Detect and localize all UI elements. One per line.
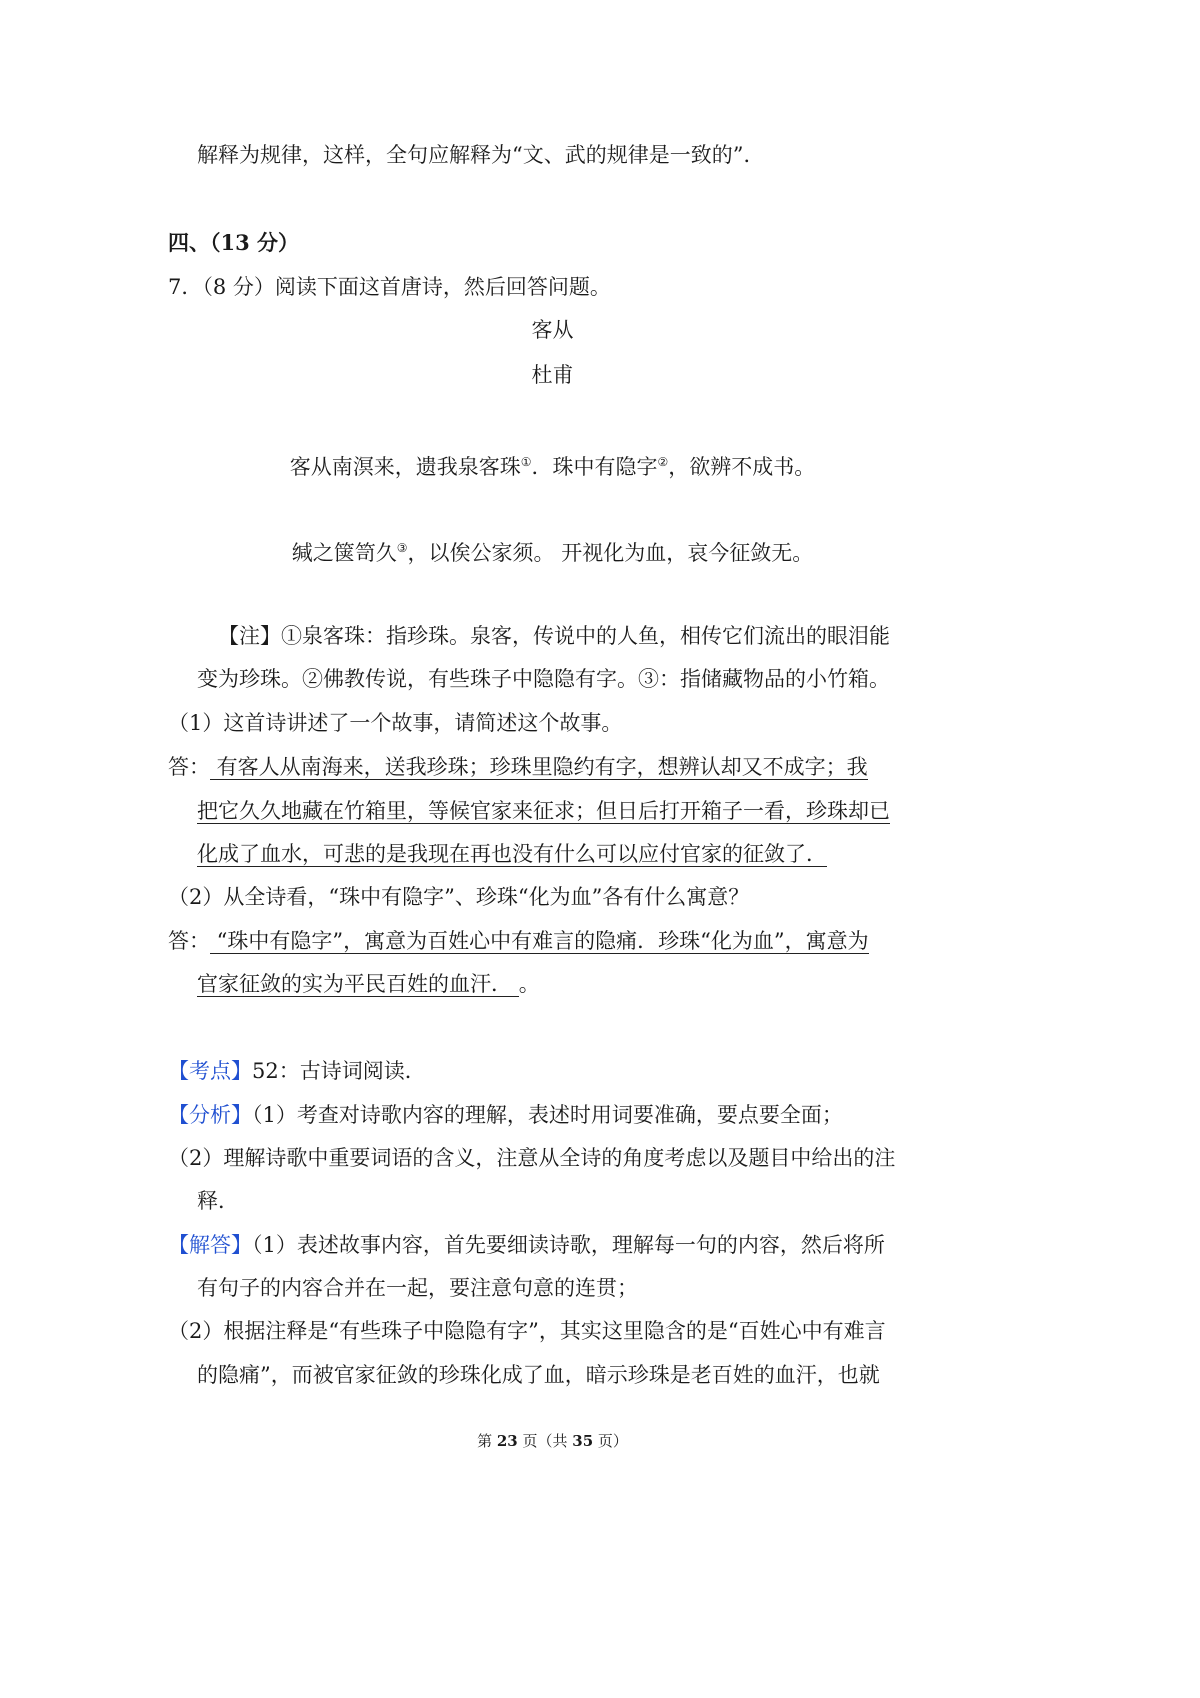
jieda-text: （1）表述故事内容，首先要细读诗歌，理解每一句的内容，然后将所 — [252, 1233, 885, 1257]
sub-question-2: （2）从全诗看，“珠中有隐字”、珍珠“化为血”各有什么寓意？ — [168, 885, 750, 909]
footnote-mark: ③ — [396, 541, 408, 555]
footnote-mark: ② — [657, 455, 669, 469]
note-line: 变为珍珠。②佛教传说，有些珠子中隐隐有字。③：指储藏物品的小竹箱。 — [197, 667, 890, 691]
jieda-tag: 【解答】 — [168, 1233, 252, 1257]
answer-prefix: 答： — [168, 929, 210, 953]
fenxi-tag: 【分析】 — [168, 1103, 252, 1127]
poem-text: 缄之箧笥久 — [291, 541, 397, 565]
poem-line-1 — [0, 447, 1105, 482]
page-footer — [0, 1430, 1105, 1452]
answer-2-line-2 — [197, 969, 540, 999]
jieda-line-2: 有句子的内容合并在一起，要注意句意的连贯； — [197, 1276, 638, 1300]
jieda-line-3: （2）根据注释是“有些珠子中隐隐有字”，其实这里隐含的是“百姓心中有难言 — [168, 1319, 886, 1343]
page-total: 35 — [572, 1432, 594, 1450]
fenxi-line-3: 释． — [197, 1189, 239, 1213]
fenxi-text: （1）考查对诗歌内容的理解，表述时用词要准确，要点要全面； — [252, 1103, 843, 1127]
answer-prefix: 答： — [168, 755, 210, 779]
poem-author: 杜甫 — [531, 363, 574, 387]
answer-2-line-1 — [168, 926, 869, 956]
poem-text: 客从南溟来，遗我泉客珠 — [289, 455, 521, 479]
poem-line-2 — [0, 533, 1105, 568]
answer-end: 。 — [518, 972, 540, 996]
note-line: 【注】①泉客珠：指珍珠。泉客，传说中的人鱼，相传它们流出的眼泪能 — [218, 624, 890, 648]
answer-1-line-3 — [197, 839, 827, 869]
section-heading: 四、（13 分） — [168, 230, 300, 255]
poem-text: ，欲辨不成书。 — [668, 455, 816, 479]
poem-text: ．珠中有隐字 — [531, 455, 658, 479]
question-7: 7．（8 分）阅读下面这首唐诗，然后回答问题。 — [168, 275, 611, 299]
kaodian-line — [168, 1056, 426, 1086]
jieda-line-4: 的隐痛”，而被官家征敛的珍珠化成了血，暗示珍珠是老百姓的血汗，也就 — [197, 1363, 880, 1387]
poem-title: 客从 — [531, 318, 574, 342]
answer-1-line-1 — [168, 752, 868, 782]
answer-text: 把它久久地藏在竹箱里，等候官家来征求；但日后打开箱子一看，珍珠却已 — [197, 799, 890, 823]
footer-text: 页（共 — [517, 1432, 573, 1450]
answer-text: “珠中有隐字”，寓意为百姓心中有难言的隐痛．珍珠“化为血”，寓意为 — [210, 929, 869, 953]
kaodian-tag: 【考点】 — [168, 1059, 252, 1083]
kaodian-text: 52：古诗词阅读． — [252, 1059, 426, 1083]
fenxi-line-2: （2）理解诗歌中重要词语的含义，注意从全诗的角度考虑以及题目中给出的注 — [168, 1146, 896, 1170]
page-number: 23 — [496, 1432, 518, 1450]
answer-1-line-2 — [197, 796, 890, 826]
jieda-line — [168, 1230, 885, 1260]
poem-text: ，以俟公家须。 开视化为血，哀今征敛无。 — [407, 541, 814, 565]
footnote-mark: ① — [520, 455, 532, 469]
answer-text: 官家征敛的实为平民百姓的血汗． — [197, 972, 519, 996]
footer-text: 第 — [477, 1432, 497, 1450]
footer-text: 页） — [593, 1432, 628, 1450]
sub-question-1: （1）这首诗讲述了一个故事，请简述这个故事。 — [168, 711, 623, 735]
answer-text: 化成了血水，可悲的是我现在再也没有什么可以应付官家的征敛了． — [197, 842, 827, 866]
text-line: 解释为规律，这样，全句应解释为“文、武的规律是一致的”． — [197, 143, 765, 167]
answer-text: 有客人从南海来，送我珍珠；珍珠里隐约有字，想辨认却又不成字；我 — [210, 755, 868, 779]
fenxi-line — [168, 1100, 843, 1130]
